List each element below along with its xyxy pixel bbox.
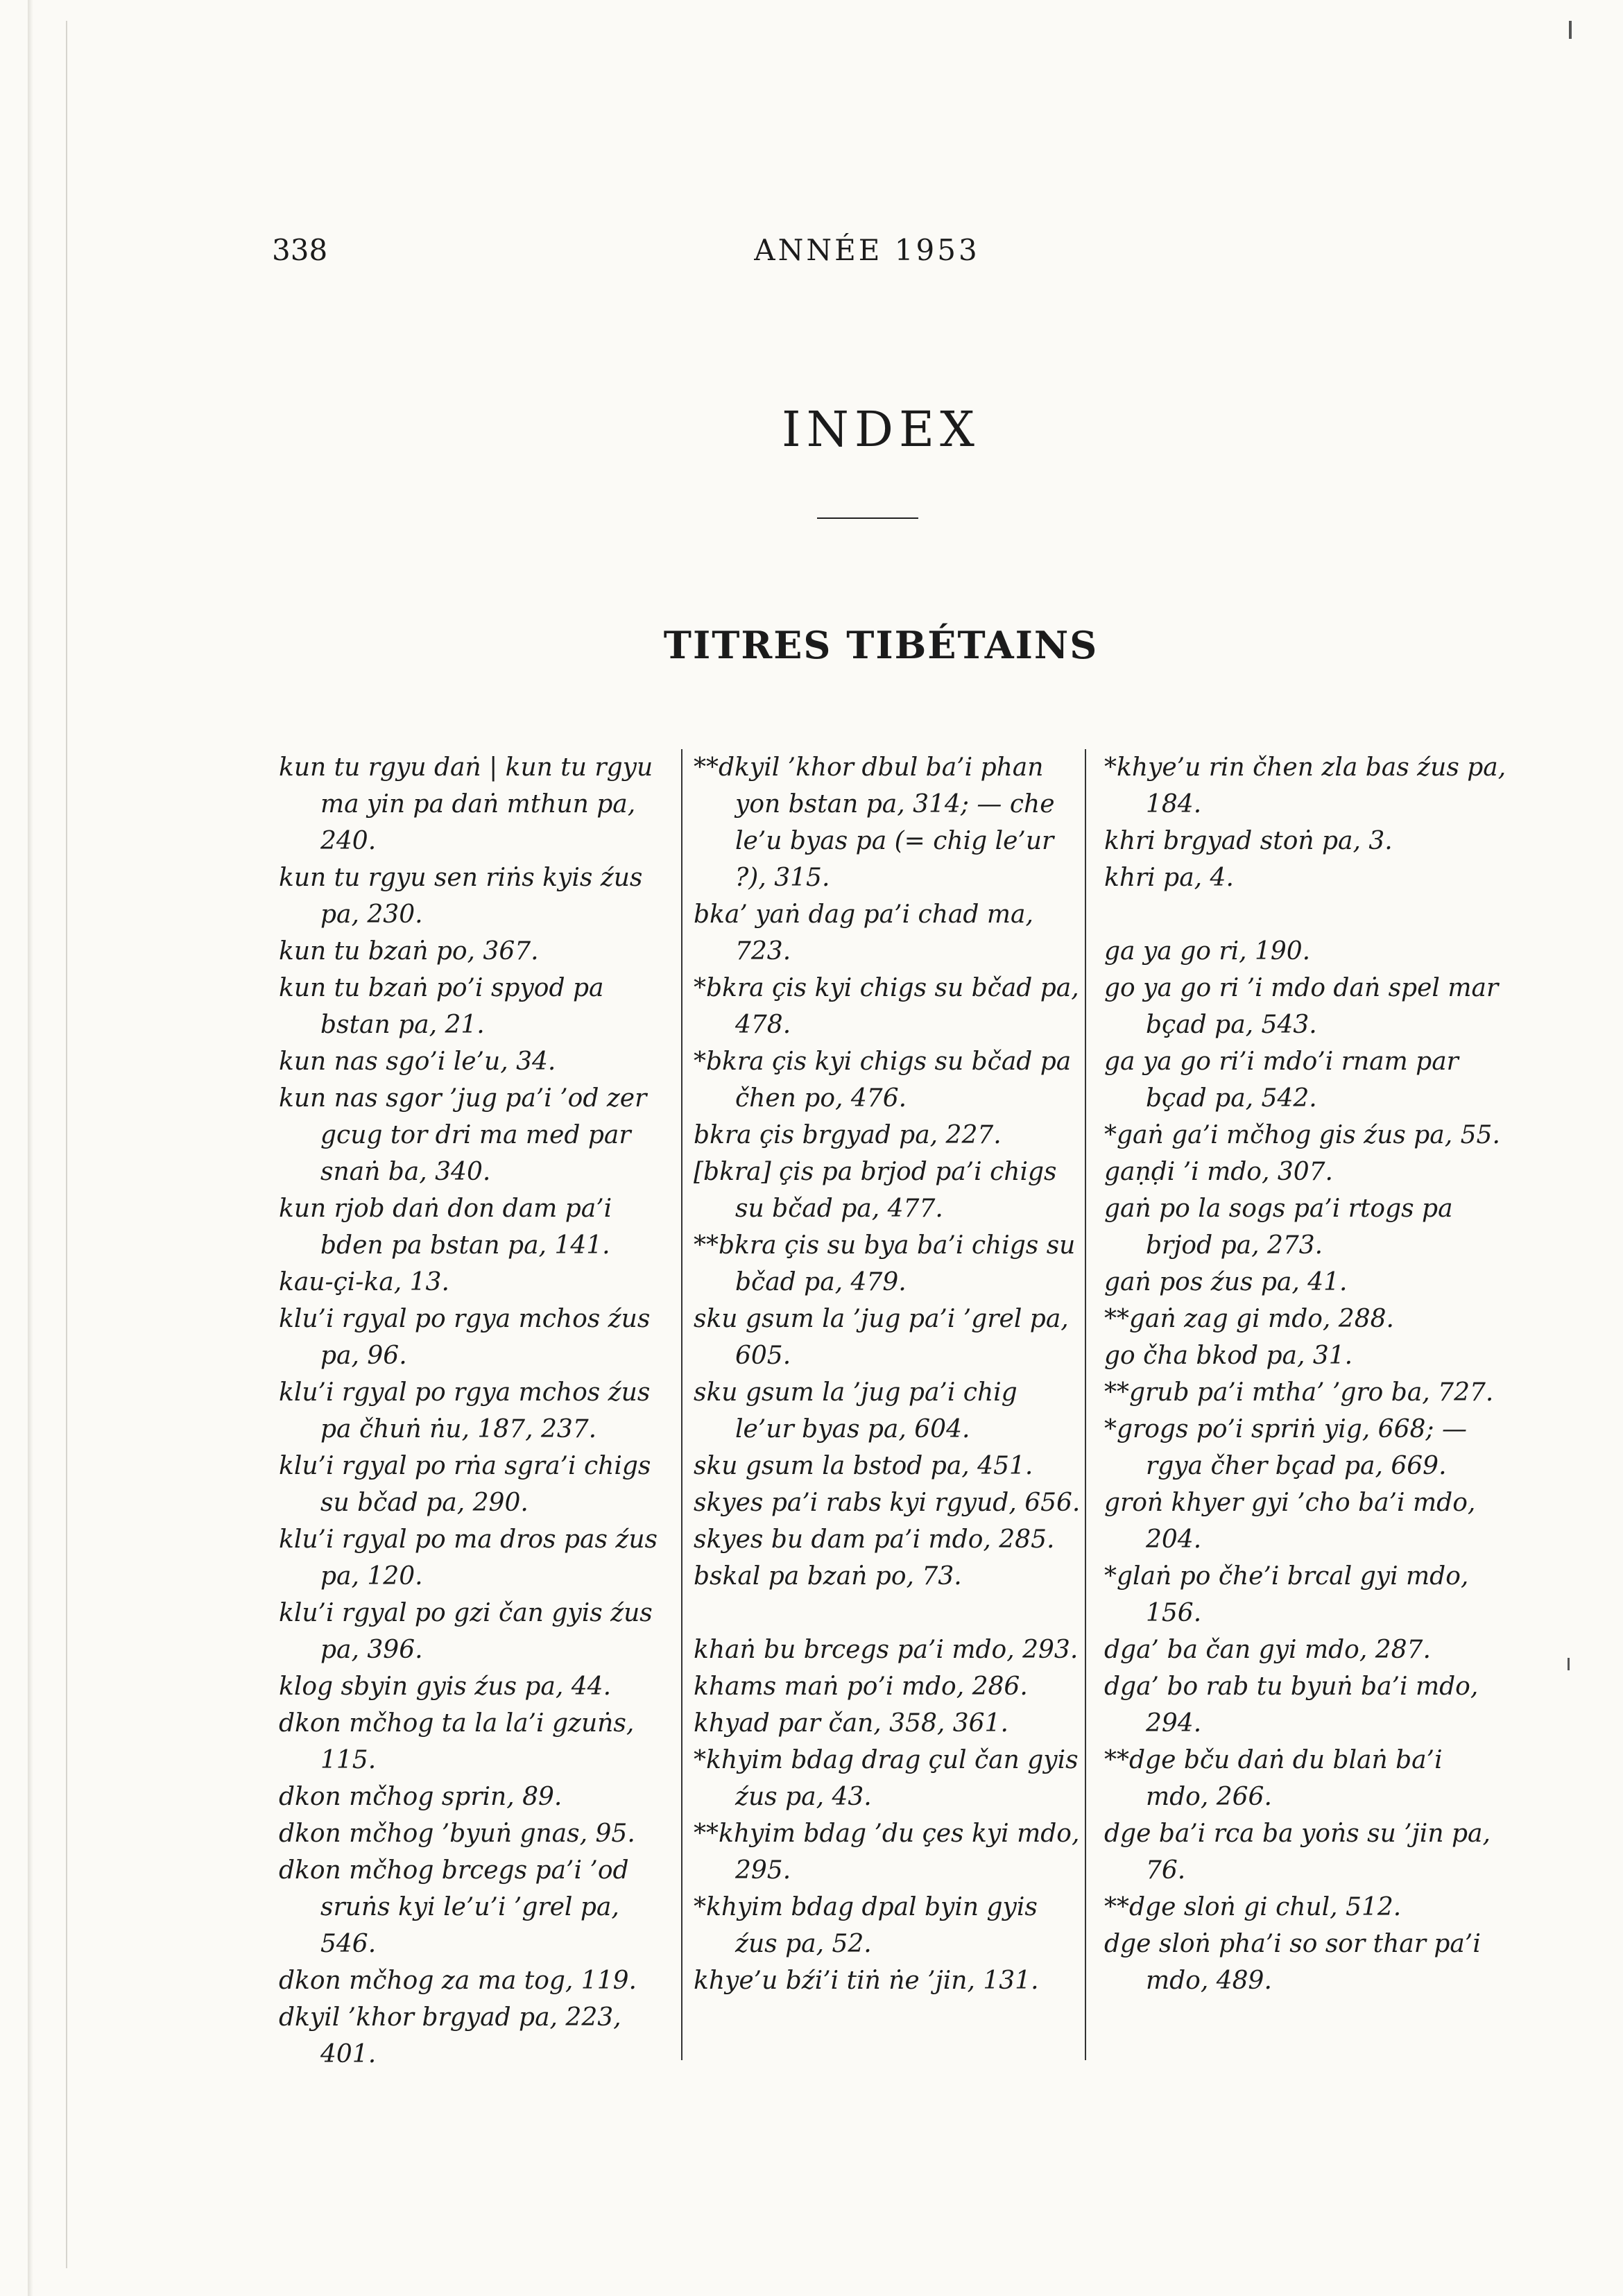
index-entry: **grub pa’i mtha’ ’gro ba, 727. [1104, 1378, 1494, 1407]
title-rule [817, 517, 918, 519]
index-entry: **dge sloṅ gi chul, 512. [1104, 1893, 1402, 1921]
index-entry: gaṅ pos źus pa, 41. [1104, 1268, 1348, 1296]
index-entry: *khyim bdag drag çul čan gyis źus pa, 43. [694, 1746, 1079, 1811]
index-entry: klu’i rgyal po rgya mchos źus pa čhuṅ ṅu, 187, 237. [279, 1378, 651, 1443]
index-entry: bka’ yaṅ dag pa’i chad ma, 723. [694, 900, 1033, 966]
index-entry: dkyil ’khor brgyad pa, 223, 401. [279, 2003, 621, 2068]
index-entry: ga ya go ri, 190. [1104, 937, 1311, 966]
index-entry: *grogs po’i spriṅ yig, 668; — rgya čher bçad pa, 669. [1104, 1415, 1467, 1480]
index-entry: **dkyil ’khor dbul ba’i phan yon bstan pa, 314; — che le’u byas pa (= chig le’ur ?), 315. [694, 753, 1055, 892]
index-entry: *glaṅ po čhe’i brcal gyi mdo, 156. [1104, 1562, 1469, 1627]
index-entry: bkra çis brgyad pa, 227. [694, 1121, 1002, 1149]
index-entry: kun tu rgyu sen riṅs kyis źus pa, 230. [279, 864, 643, 929]
index-entry: khams maṅ po’i mdo, 286. [694, 1672, 1028, 1701]
index-entry: khaṅ bu brcegs pa’i mdo, 293. [694, 1636, 1079, 1664]
index-entry: **bkra çis su bya ba’i chigs su bčad pa, 479. [694, 1231, 1076, 1296]
index-entry: klu’i rgyal po rṅa sgra’i chigs su bčad pa, 290. [279, 1452, 651, 1517]
scan-mark [1568, 1658, 1570, 1670]
page-edge-shadow [28, 0, 33, 2296]
index-entry: kun nas sgo’i le’u, 34. [279, 1047, 556, 1076]
section-heading: TITRES TIBÉTAINS [663, 623, 1099, 667]
index-entry: klu’i rgyal po rgya mchos źus pa, 96. [279, 1305, 651, 1370]
index-entry: ga ya go ri’i mdo’i rnam par bçad pa, 542. [1104, 1047, 1459, 1113]
index-entry: kun tu bzaṅ po’i spyod pa bstan pa, 21. [279, 974, 604, 1039]
index-entry: skyes bu dam pa’i mdo, 285. [694, 1525, 1055, 1554]
index-entry: bskal pa bzaṅ po, 73. [694, 1562, 962, 1591]
index-entry: go čha bkod pa, 31. [1104, 1342, 1353, 1370]
index-entry: [bkra] çis pa brjod pa’i chigs su bčad pa, 477. [694, 1158, 1057, 1223]
index-entry: kun rjob daṅ don dam pa’i bden pa bstan pa, 141. [279, 1194, 612, 1260]
index-entry: *gaṅ ga’i mčhog gis źus pa, 55. [1104, 1121, 1500, 1149]
index-entry: klu’i rgyal po ma dros pas źus pa, 120. [279, 1525, 658, 1591]
index-entry: skyes pa’i rabs kyi rgyud, 656. [694, 1489, 1081, 1517]
index-entry: kun nas sgor ’jug pa’i ’od zer gcug tor dri ma med par snaṅ ba, 340. [279, 1084, 647, 1186]
page-number: 338 [272, 233, 328, 267]
index-entry: dkon mčhog ’byuṅ gnas, 95. [279, 1819, 635, 1848]
index-entry: *khye’u rin čhen zla bas źus pa, 184. [1104, 753, 1506, 819]
index-entry: go ya go ri ’i mdo daṅ spel mar bçad pa, 543. [1104, 974, 1499, 1039]
index-entry: *bkra çis kyi chigs su bčad pa čhen po, 476. [694, 1047, 1072, 1113]
scan-mark [1569, 21, 1572, 39]
index-entry: gaṇḍi ’i mdo, 307. [1104, 1158, 1333, 1186]
index-column-2 [694, 749, 1082, 1999]
index-entry: dkon mčhog sprin, 89. [279, 1783, 563, 1811]
running-title: ANNÉE 1953 [754, 233, 980, 267]
index-entry: dkon mčhog brcegs pa’i ’od sruṅs kyi le’u’i ’grel pa, 546. [279, 1856, 629, 1958]
index-entry: groṅ khyer gyi ’cho ba’i mdo, 204. [1104, 1489, 1476, 1554]
column-divider [1085, 749, 1086, 2060]
index-entry: dga’ ba čan gyi mdo, 287. [1104, 1636, 1431, 1664]
index-entry: kun tu bzaṅ po, 367. [279, 937, 539, 966]
index-entry: kau-çi-ka, 13. [279, 1268, 449, 1296]
index-entry: **khyim bdag ’du çes kyi mdo, 295. [694, 1819, 1080, 1885]
page-title: INDEX [782, 401, 980, 458]
index-entry: *bkra çis kyi chigs su bčad pa, 478. [694, 974, 1079, 1039]
index-entry: dkon mčhog ta la la’i gzuṅs, 115. [279, 1709, 635, 1774]
index-entry: gaṅ po la sogs pa’i rtogs pa brjod pa, 273. [1104, 1194, 1453, 1260]
index-entry: **gaṅ zag gi mdo, 288. [1104, 1305, 1394, 1333]
index-entry: **dge bču daṅ du blaṅ ba’i mdo, 266. [1104, 1746, 1443, 1811]
index-entry: khri pa, 4. [1104, 864, 1234, 892]
index-entry: klu’i rgyal po gzi čan gyis źus pa, 396. [279, 1599, 653, 1664]
index-column-3 [1104, 749, 1506, 1999]
index-entry: dge ba’i rca ba yoṅs su ’jin pa, 76. [1104, 1819, 1491, 1885]
index-entry: dga’ bo rab tu byuṅ ba’i mdo, 294. [1104, 1672, 1479, 1738]
index-entry: *khyim bdag dpal byin gyis źus pa, 52. [694, 1893, 1038, 1958]
index-entry: kun tu rgyu daṅ | kun tu rgyu ma yin pa daṅ mthun pa, 240. [279, 753, 653, 855]
index-entry: khyad par čan, 358, 361. [694, 1709, 1008, 1738]
index-entry: khye’u bźi’i tiṅ ṅe ’jin, 131. [694, 1967, 1039, 1995]
column-divider [681, 749, 682, 2060]
index-entry: dkon mčhog za ma tog, 119. [279, 1967, 637, 1995]
index-entry: khri brgyad stoṅ pa, 3. [1104, 827, 1393, 855]
index-entry: dge sloṅ pha’i so sor thar pa’i mdo, 489. [1104, 1930, 1481, 1995]
page-fold-line [66, 21, 67, 2268]
index-entry: sku gsum la ’jug pa’i chig le’ur byas pa, 604. [694, 1378, 1017, 1443]
index-column-1 [279, 749, 667, 2073]
index-entry: sku gsum la ’jug pa’i ’grel pa, 605. [694, 1305, 1069, 1370]
index-entry: klog sbyin gyis źus pa, 44. [279, 1672, 612, 1701]
index-entry: sku gsum la bstod pa, 451. [694, 1452, 1033, 1480]
